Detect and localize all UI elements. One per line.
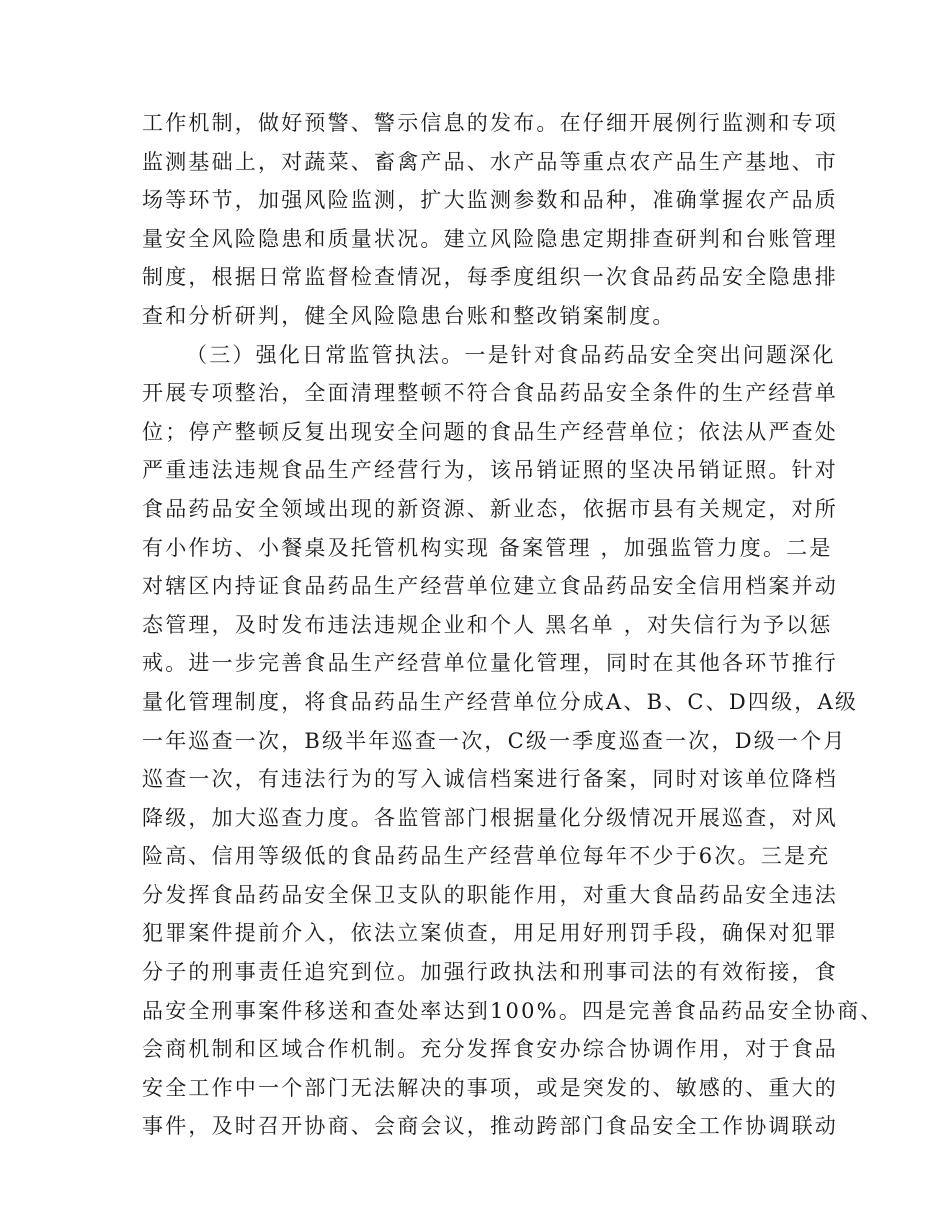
text-line: 戒。进一步完善食品生产经营单位量化管理，同时在其他各环节推行 [142, 651, 838, 676]
text-line: 安全工作中一个部门无法解决的事项，或是突发的、敏感的、重大的 [142, 1075, 838, 1100]
text-line: 场等环节，加强风险监测，扩大监测参数和品种，准确掌握农产品质 [142, 188, 838, 213]
text-line: 开展专项整治，全面清理整顿不符合食品药品安全条件的生产经营单 [142, 381, 838, 406]
text-line: 有小作坊、小餐桌及托管机构实现 备案管理 ，加强监管力度。二是 [142, 535, 833, 560]
text-line: 巡查一次，有违法行为的写入诚信档案进行备案，同时对该单位降档 [142, 767, 838, 792]
text-line: 监测基础上，对蔬菜、畜禽产品、水产品等重点农产品生产基地、市 [142, 149, 838, 174]
text-line: 态管理，及时发布违法违规企业和个人 黑名单 ，对失信行为予以惩 [142, 612, 833, 637]
text-line: 位；停产整顿反复出现安全问题的食品生产经营单位；依法从严查处 [142, 419, 838, 444]
section-heading-line: （三）强化日常监管执法。一是针对食品药品安全突出问题深化 [186, 342, 836, 367]
text-line: 制度，根据日常监督检查情况，每季度组织一次食品药品安全隐患排 [142, 265, 838, 290]
text-line: 一年巡查一次，B级半年巡查一次，C级一季度巡查一次，D级一个月 [142, 728, 847, 753]
text-line: 事件，及时召开协商、会商会议，推动跨部门食品安全工作协调联动 [142, 1114, 838, 1139]
text-line: 工作机制，做好预警、警示信息的发布。在仔细开展例行监测和专项 [142, 111, 838, 135]
text-line: 分子的刑事责任追究到位。加强行政执法和刑事司法的有效衔接，食 [142, 960, 838, 985]
text-line: 对辖区内持证食品药品生产经营单位建立食品药品安全信用档案并动 [142, 574, 838, 599]
text-line: 查和分析研判，健全风险隐患台账和整改销案制度。 [142, 303, 676, 328]
text-line: 险高、信用等级低的食品药品生产经营单位每年不少于6次。三是充 [142, 844, 831, 869]
text-line: 降级，加大巡查力度。各监管部门根据量化分级情况开展巡查，对风 [142, 805, 838, 830]
text-line: 量化管理制度，将食品药品生产经营单位分成A、B、C、D四级，A级 [142, 689, 859, 714]
text-line: 严重违法违规食品生产经营行为，该吊销证照的坚决吊销证照。针对 [142, 458, 838, 483]
body-text [142, 104, 884, 1146]
text-line: 犯罪案件提前介入，依法立案侦查，用足用好刑罚手段，确保对犯罪 [142, 921, 838, 946]
text-line: 分发挥食品药品安全保卫支队的职能作用，对重大食品药品安全违法 [142, 882, 838, 907]
text-line: 品安全刑事案件移送和查处率达到100%。四是完善食品药品安全协商、 [142, 998, 884, 1023]
text-line: 食品药品安全领域出现的新资源、新业态，依据市县有关规定，对所 [142, 496, 838, 521]
text-line: 量安全风险隐患和质量状况。建立风险隐患定期排查研判和台账管理 [142, 226, 838, 251]
text-line: 会商机制和区域合作机制。充分发挥食安办综合协调作用，对于食品 [142, 1037, 838, 1062]
